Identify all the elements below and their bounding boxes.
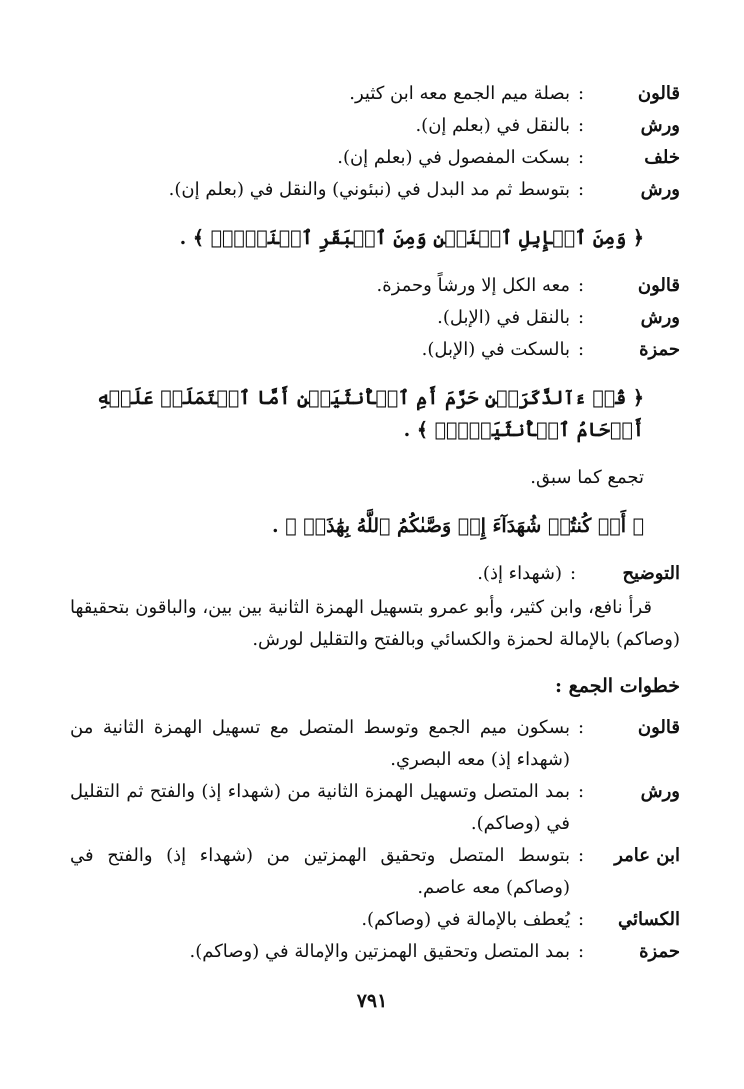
explanation-text: (شهداء إذ).	[477, 563, 562, 584]
reading-text: بالسكت في (الإبل).	[421, 339, 570, 360]
reading-row	[70, 840, 680, 904]
reader-name: قالون	[637, 275, 680, 296]
colon: :	[577, 179, 585, 200]
colon: :	[577, 147, 585, 168]
note-text: تجمع كما سبق.	[530, 467, 644, 488]
reading-row	[70, 270, 680, 302]
quran-verse: ﴿ وَمِنَ ٱلۡإِبِلِ ٱثۡنَيۡنِ وَمِنَ ٱلۡبَقَرِ ٱثۡنَيۡنِۗ ﴾ .	[179, 227, 644, 249]
reader-name: قالون	[637, 83, 680, 104]
reading-row	[70, 142, 680, 174]
reader-name: حمزة	[639, 339, 680, 360]
reader-name: خلف	[644, 147, 680, 168]
reader-name: ورش	[640, 781, 680, 802]
colon: :	[577, 941, 585, 962]
quran-verse: ﴿ قُلۡ ءَآلذَّكَرَيۡنِ حَرَّمَ أَمِ ٱلۡأُنثَيَيۡنِ أَمَّا ٱشۡتَمَلَتۡ عَلَيۡهِ أَرۡحَامُ ٱلۡأُنثَيَيۡنِۖ ﴾ .	[97, 387, 644, 441]
reading-row	[70, 712, 680, 776]
reading-text: بتوسط المتصل وتحقيق الهمزتين من (شهداء إذ) والفتح في (وصاكم) معه عاصم.	[70, 845, 570, 898]
colon: :	[577, 83, 585, 104]
colon: :	[577, 781, 585, 802]
reader-name: ورش	[640, 179, 680, 200]
reader-name: ابن عامر	[614, 845, 680, 866]
page-number: ٧٩١	[356, 990, 388, 1012]
reading-text: بسكت المفصول في (بعلم إن).	[337, 147, 570, 168]
reading-row	[70, 936, 680, 968]
reading-text: بسكون ميم الجمع وتوسط المتصل مع تسهيل الهمزة الثانية من (شهداء إذ) معه البصري.	[70, 717, 570, 770]
reading-list-2	[70, 270, 680, 366]
reading-row	[70, 776, 680, 840]
colon: :	[569, 563, 577, 584]
reading-text: بمد المتصل وتسهيل الهمزة الثانية من (شهداء إذ) والفتح ثم التقليل في (وصاكم).	[70, 781, 570, 834]
reading-text: معه الكل إلا ورشاً وحمزة.	[376, 275, 570, 296]
colon: :	[577, 307, 585, 328]
colon: :	[577, 909, 585, 930]
reading-row	[70, 904, 680, 936]
reader-name: ورش	[640, 307, 680, 328]
reading-text: بصلة ميم الجمع معه ابن كثير.	[349, 83, 570, 104]
reading-text: يُعطف بالإمالة في (وصاكم).	[361, 909, 570, 930]
reading-text: بالنقل في (الإبل).	[437, 307, 570, 328]
reading-row	[70, 78, 680, 110]
reading-row	[70, 302, 680, 334]
reading-text: بالنقل في (بعلم إن).	[415, 115, 570, 136]
reader-name: قالون	[637, 717, 680, 738]
reading-row	[70, 110, 680, 142]
reading-list-3	[70, 712, 680, 968]
colon: :	[577, 845, 585, 866]
colon: :	[577, 275, 585, 296]
reading-text: بتوسط ثم مد البدل في (نبئوني) والنقل في (بعلم إن).	[168, 179, 570, 200]
reading-list-1	[70, 78, 680, 206]
explanation-row	[70, 558, 680, 590]
reading-row	[70, 334, 680, 366]
reading-text: بمد المتصل وتحقيق الهمزتين والإمالة في (وصاكم).	[189, 941, 570, 962]
reading-row	[70, 174, 680, 206]
reader-name: الكسائي	[618, 909, 680, 930]
reader-name: حمزة	[639, 941, 680, 962]
colon: :	[577, 717, 585, 738]
explanation-paragraph: قرأ نافع، وابن كثير، وأبو عمرو بتسهيل الهمزة الثانية بين بين، والباقون بتحقيقها (وصاكم) بالإمالة لحمزة والكسائي وبالفتح والتقليل لورش.	[70, 597, 680, 650]
colon: :	[577, 339, 585, 360]
quran-verse: ﴿ أَمۡ كُنتُمۡ شُهَدَآءَ إِذۡ وَصَّىٰكُمُ ٱللَّهُ بِهَٰذَاۚ ﴾ .	[272, 515, 644, 537]
section-heading: خطوات الجمع :	[555, 675, 680, 697]
reader-name: ورش	[640, 115, 680, 136]
page-content	[70, 78, 680, 968]
explanation-label: التوضيح	[622, 563, 680, 584]
colon: :	[577, 115, 585, 136]
